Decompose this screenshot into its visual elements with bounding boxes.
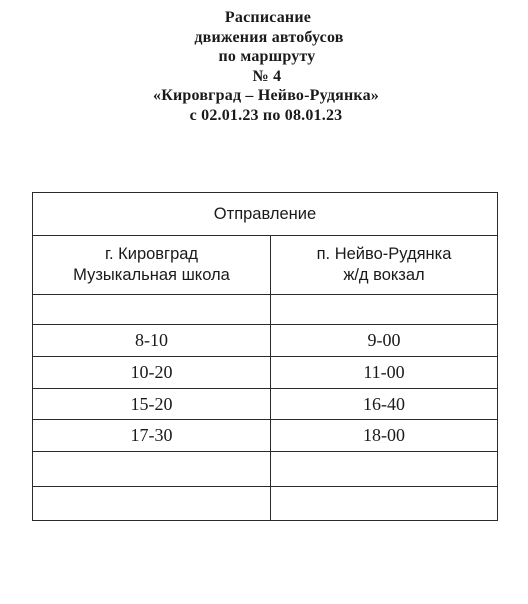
departure-time-neivo-rudyanka: 9-00 bbox=[367, 330, 401, 350]
departure-time-neivo-rudyanka bbox=[271, 487, 497, 521]
column-headers bbox=[33, 236, 497, 295]
table-row bbox=[33, 452, 497, 487]
title-line-by-route: по маршруту bbox=[218, 48, 316, 65]
table-row bbox=[33, 325, 497, 357]
table-row bbox=[33, 357, 497, 389]
schedule-table bbox=[32, 192, 498, 521]
departure-time-neivo-rudyanka: 11-00 bbox=[363, 362, 405, 382]
departure-time-neivo-rudyanka bbox=[271, 452, 497, 486]
column-header-kirovgrad-line2: Музыкальная школа bbox=[73, 266, 230, 284]
departure-time-kirovgrad: 15-20 bbox=[33, 389, 271, 419]
table-row bbox=[33, 295, 497, 325]
column-header-kirovgrad-line1: г. Кировград bbox=[104, 245, 199, 263]
schedule-title bbox=[0, 8, 528, 125]
title-line-bus-movement: движения автобусов bbox=[194, 28, 344, 46]
departure-time-kirovgrad: 17-30 bbox=[33, 420, 271, 451]
column-header-neivo-rudyanka-line2: ж/д вокзал bbox=[343, 266, 425, 284]
date-range: с 02.01.23 по 08.01.23 bbox=[189, 106, 343, 124]
title-line-schedule: Расписание bbox=[224, 9, 312, 26]
departure-time-kirovgrad bbox=[33, 452, 271, 486]
column-header-neivo-rudyanka-line1: п. Нейво-Рудянка bbox=[316, 245, 452, 263]
departure-header: Отправление bbox=[33, 193, 497, 236]
departure-time-neivo-rudyanka: 16-40 bbox=[363, 393, 405, 414]
table-row bbox=[33, 420, 497, 452]
column-header-neivo-rudyanka bbox=[271, 236, 497, 294]
departure-time-kirovgrad: 10-20 bbox=[33, 357, 271, 388]
departure-time-kirovgrad: 8-10 bbox=[33, 325, 271, 356]
table-row bbox=[33, 389, 497, 420]
column-header-kirovgrad bbox=[33, 236, 271, 294]
departure-time-neivo-rudyanka: 18-00 bbox=[363, 425, 405, 445]
departure-time-kirovgrad bbox=[33, 487, 271, 521]
departure-time-neivo-rudyanka bbox=[271, 295, 497, 324]
route-name: «Кировград – Нейво-Рудянка» bbox=[153, 87, 379, 104]
table-row bbox=[33, 487, 497, 521]
route-number: № 4 bbox=[252, 67, 282, 85]
departure-time-kirovgrad bbox=[33, 295, 271, 324]
